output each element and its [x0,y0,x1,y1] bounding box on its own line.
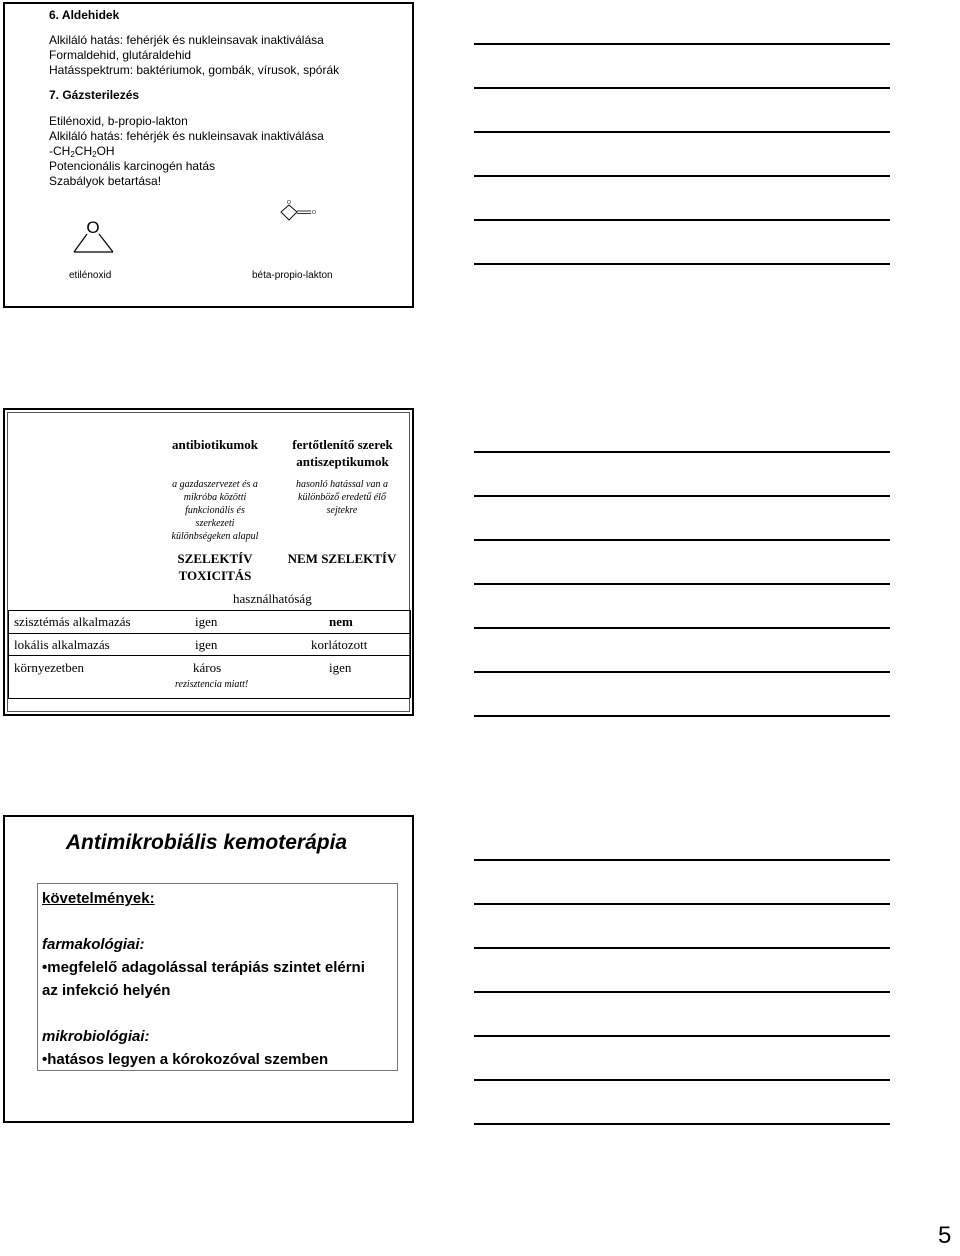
text-line: Alkiláló hatás: fehérjék és nukleinsavak inaktiválása [49,129,324,143]
note-line [474,1035,890,1037]
svg-text:O: O [287,200,291,206]
note-line [474,627,890,629]
disinfectants-description: hasonló hatással van a különböző eredetű élő sejtekre [296,479,388,516]
text-line: Alkiláló hatás: fehérjék és nukleinsavak inaktiválása [49,33,324,47]
note-line [474,903,890,905]
note-line [474,947,890,949]
text-line: Hatásspektrum: baktériumok, gombák, vírusok, spórák [49,63,340,77]
svg-text:O: O [86,218,100,237]
heading-gas-sterilization: 7. Gázsterilezés [49,88,140,102]
note-line [474,263,890,265]
text-line: Szabályok betartása! [49,174,162,188]
table-border [8,610,9,698]
slide-aldehydes-gas-sterilization [3,2,414,308]
pharmacological-heading: farmakológiai: [42,936,145,953]
svg-text:O: O [312,210,316,216]
note-line [474,451,890,453]
table-border [8,655,410,656]
pharmacological-requirement: •megfelelő adagolással terápiás szintet elérni [42,959,365,976]
page-number: 5 [938,1222,952,1249]
table-border [8,610,410,611]
note-line [474,715,890,717]
note-line [474,991,890,993]
note-line [474,671,890,673]
caption-beta-propiolactone: béta-propio-lakton [252,270,333,281]
caption-ethylene-oxide: etilénoxid [69,270,112,281]
note-line [474,131,890,133]
pharmacological-requirement-cont: az infekció helyén [42,982,171,999]
text-line: Etilénoxid, b-propio-lakton [49,114,188,128]
note-line [474,859,890,861]
slide-antibiotics-vs-disinfectants: antibiotikumok fertőtlenítő szerek antiszeptikumok a gazdaszervezet és a mikróba közötti funkcionális és szerkezeti különbségeken alapul hasonló hatással van a különböző eredetű élő sejtekre SZELEKTÍV TOXICITÁS NEM SZELEKTÍV használhatóság szisztémás alkalmazás igen nem lokális alkalmazás igen korlátozott környezetben káros rezisztencia miatt! igen [3,408,414,716]
slide-title: Antimikrobiális kemoterápia [65,831,348,854]
column-header-disinfectants: fertőtlenítő szerek [292,437,393,452]
note-line [474,219,890,221]
text-line: Formaldehid, glutáraldehid [49,48,192,62]
table-border [8,698,410,699]
requirements-heading: követelmények: [42,890,155,907]
note-line [474,583,890,585]
chemical-formula: $-CH_2CH_2OH$ [49,144,115,159]
usage-label: használhatóság [233,591,312,606]
requirements-box [37,883,398,1071]
note-line [474,495,890,497]
note-line [474,1079,890,1081]
heading-aldehydes: 6. Aldehidek [49,8,120,22]
non-selective-label: NEM SZELEKTÍV [287,551,397,566]
beta-propiolactone-structure [277,198,317,228]
table-border [8,633,410,634]
note-line [474,539,890,541]
ethylene-oxide-structure [70,216,120,256]
note-line [474,43,890,45]
selective-toxicity-label: SZELEKTÍV TOXICITÁS [177,551,253,583]
table-border [410,610,411,698]
antibiotics-description: a gazdaszervezet és a mikróba közötti funkcionális és szerkezeti különbségeken alapul [171,479,259,542]
microbiological-heading: mikrobiológiai: [42,1028,150,1045]
column-header-antiseptics: antiszeptikumok [296,454,389,469]
column-header-antibiotics: antibiotikumok [172,437,258,452]
note-line [474,1123,890,1125]
slide-antimicrobial-chemotherapy [3,815,414,1123]
microbiological-requirement: •hatásos legyen a kórokozóval szemben [42,1051,329,1068]
note-line [474,175,890,177]
text-line: Potencionális karcinogén hatás [49,159,216,173]
note-line [474,87,890,89]
